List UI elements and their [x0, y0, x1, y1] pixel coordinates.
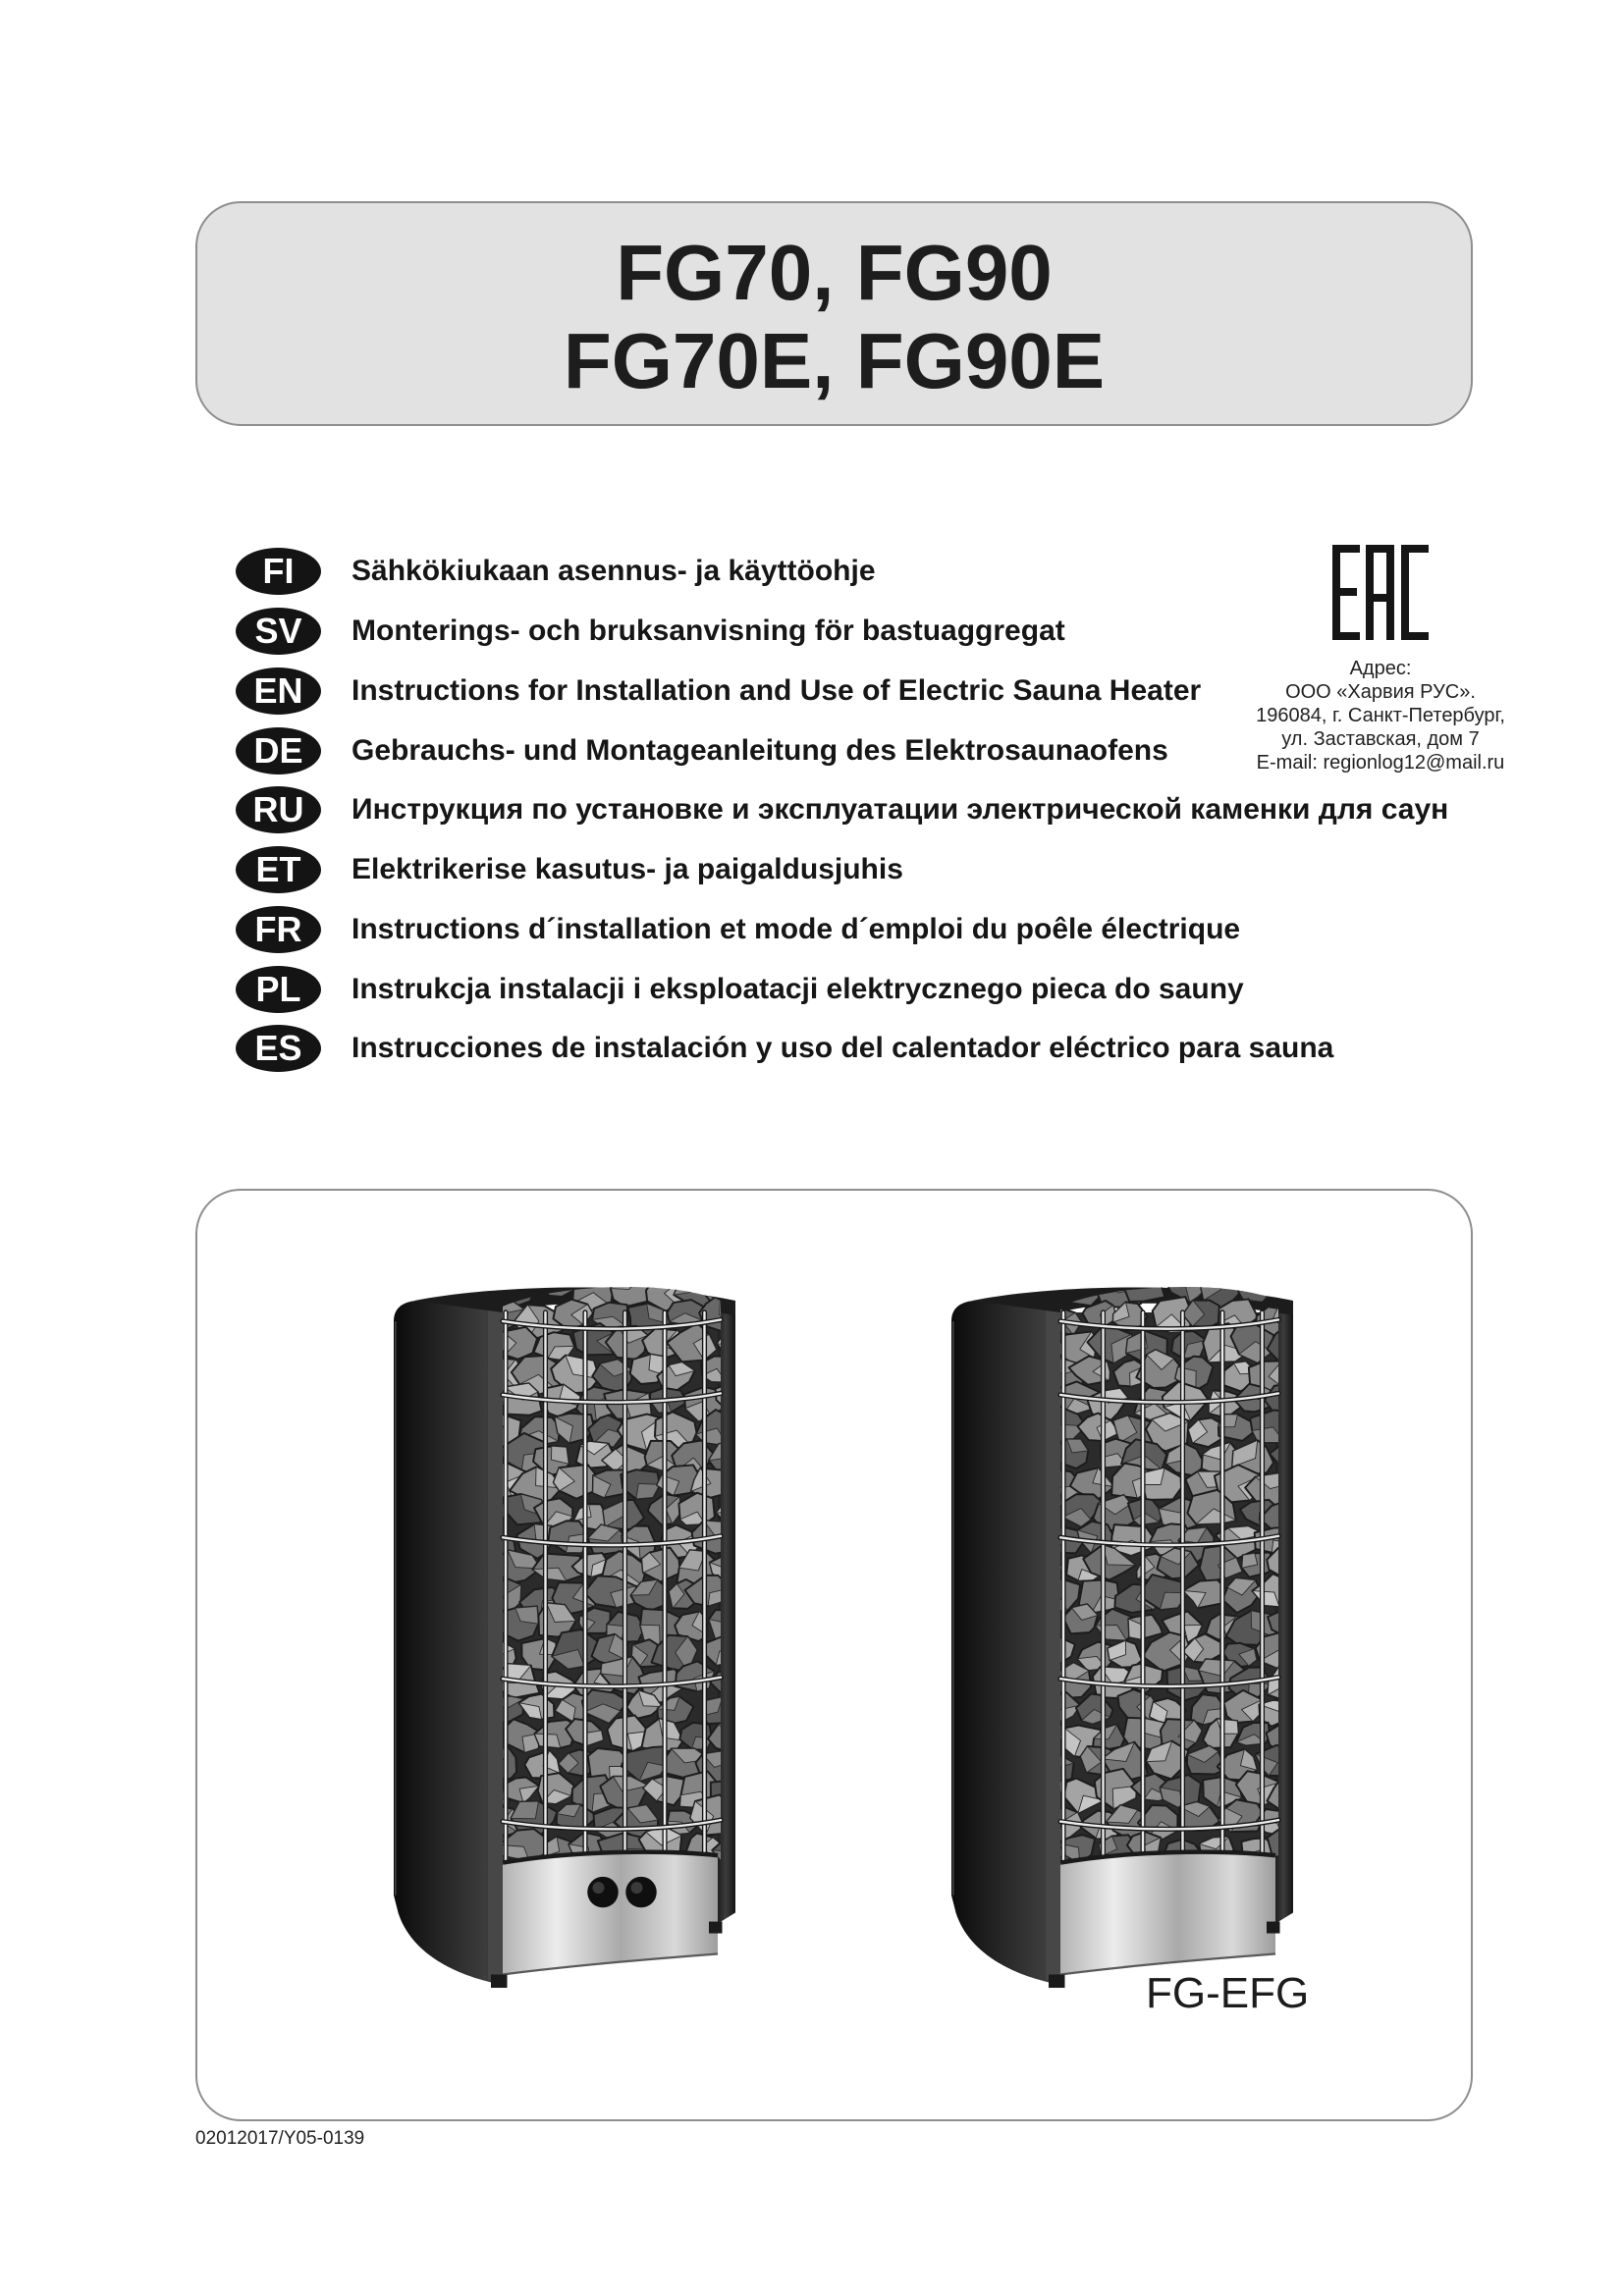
sauna-heater-with-controls-illustration [394, 1277, 735, 1991]
side-panel-front-edge [1046, 1309, 1060, 1981]
language-code-badge: FR [236, 906, 321, 953]
stone-facet [674, 1277, 698, 1295]
side-panel [394, 1301, 503, 1985]
language-title: Instrucciones de instalación y uso del calentador eléctrico para sauna [352, 1032, 1334, 1065]
side-panel-front-edge [488, 1309, 503, 1981]
language-row-et [236, 840, 1512, 900]
model-title-line: FG70E, FG90E [563, 316, 1106, 404]
eac-letter-c [1401, 545, 1429, 640]
language-code-badge: ET [236, 846, 321, 893]
side-panel [951, 1301, 1060, 1985]
eac-certification-logo [1332, 545, 1429, 640]
address-email-line: E-mail: regionlog12@mail.ru [1256, 752, 1505, 774]
sauna-heater-illustration [951, 1277, 1293, 1991]
heater-foot [1267, 1922, 1280, 1934]
language-code-badge: FI [236, 548, 321, 595]
stone-facet [456, 1277, 491, 1285]
language-code-badge: DE [236, 727, 321, 774]
language-row-es [236, 1019, 1512, 1079]
language-row-sv [236, 602, 1512, 662]
address-line: 196084, г. Санкт-Петербург, [1256, 705, 1505, 726]
language-code-badge: SV [236, 608, 321, 655]
language-list [236, 542, 1512, 1079]
language-title: Monterings- och bruksanvisning för bastuaggregat [352, 614, 1065, 648]
language-row-pl [236, 959, 1512, 1019]
product-figure-box [195, 1189, 1473, 2121]
language-title: Instrukcja instalacji i eksploatacji elektrycznego pieca do sauny [352, 972, 1244, 1005]
language-code-badge: PL [236, 966, 321, 1013]
control-knob [625, 1877, 657, 1907]
language-title: Instructions d´installation et mode d´emploi du poêle électrique [352, 912, 1241, 945]
model-title-box [195, 201, 1473, 426]
eac-letter-e [1332, 545, 1360, 640]
language-title: Elektrikerise kasutus- ja paigaldusjuhis [352, 853, 903, 886]
stone-facet [1242, 1277, 1271, 1287]
language-code-badge: ES [236, 1025, 321, 1072]
document-code: 02012017/Y05-0139 [195, 2128, 365, 2149]
language-code-badge: RU [236, 786, 321, 833]
control-knob-highlight [631, 1882, 643, 1894]
heater-foot [491, 1975, 508, 1988]
stone-facet [728, 1277, 735, 1296]
address-line: ООО «Харвия РУС». [1285, 681, 1476, 703]
language-title: Sähkökiukaan asennus- ja käyttöohje [352, 555, 876, 588]
eac-letter-a [1366, 545, 1394, 640]
heater-foot [1049, 1975, 1065, 1988]
figure-model-label: FG-EFG [1146, 1969, 1310, 2017]
address-line: Адрес: [1349, 658, 1412, 679]
language-row-fi [236, 542, 1512, 602]
control-knob-highlight [593, 1882, 605, 1894]
language-title: Gebrauchs- und Montageanleitung des Elektrosaunaofens [352, 733, 1168, 767]
distributor-address [1239, 657, 1522, 774]
language-row-fr [236, 900, 1512, 960]
language-code-badge: EN [236, 667, 321, 715]
control-knob [587, 1877, 619, 1907]
language-row-ru [236, 780, 1512, 840]
stone [1238, 1277, 1272, 1303]
stone-facet [1075, 1277, 1110, 1286]
stone-facet [1125, 1277, 1161, 1286]
address-line: ул. Заставская, дом 7 [1281, 728, 1480, 750]
heater-foot [709, 1922, 723, 1934]
language-title: Инструкция по установке и эксплуатации электрической каменки для саун [352, 793, 1449, 827]
language-title: Instructions for Installation and Use of Electric Sauna Heater [352, 673, 1202, 707]
model-title-line: FG70, FG90 [616, 228, 1053, 316]
